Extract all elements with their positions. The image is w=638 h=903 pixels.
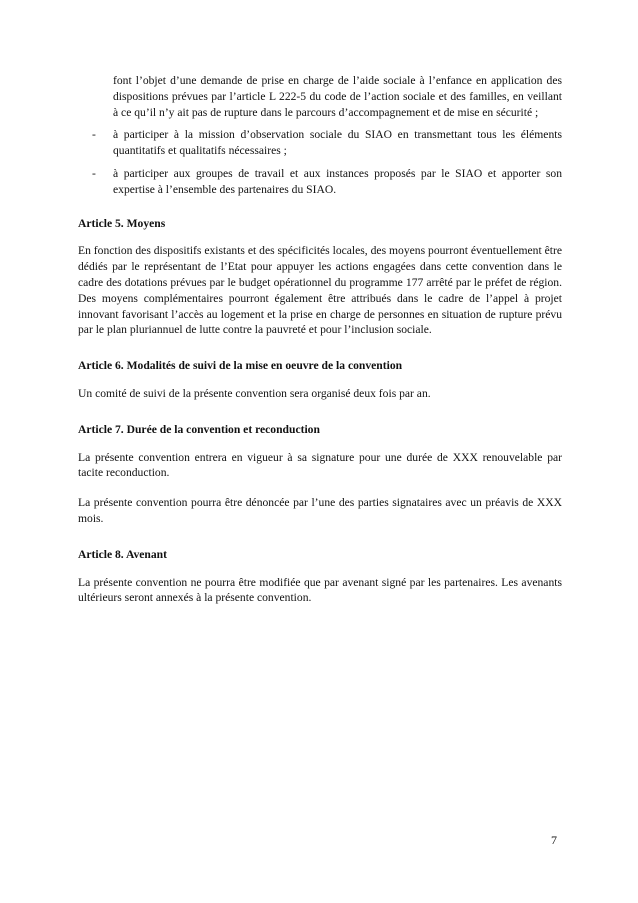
article-5-paragraph: En fonction des dispositifs existants et des spécificités locales, des moyens pourront éventuellement être dédiés par le représentant de l’Etat pour appuyer les actions engagées dans cette convention dans le cadre des dotations prévues par le budget opérationnel du programme 177 arrêté par le préfet de région. Des moyens complémentaires pourront également être attribués dans le cadre de l’appel à projet innovant favorisant l’accès au logement et la prise en charge de personnes en situation de rupture prévu par le plan pluriannuel de lutte contre la pauvreté et pour l’inclusion sociale. [78, 244, 562, 337]
list-item [78, 166, 562, 198]
document-body [78, 73, 562, 616]
article-6-heading: Article 6. Modalités de suivi de la mise en oeuvre de la convention [78, 359, 403, 373]
article-8-paragraph: La présente convention ne pourra être modifiée que par avenant signé par les partenaires. Les avenants ultérieurs seront annexés à la présente convention. [78, 575, 562, 605]
article-7-paragraph-2: La présente convention pourra être dénoncée par l’une des parties signataires avec un préavis de XXX mois. [78, 496, 562, 525]
bullet-text: à participer à la mission d’observation sociale du SIAO en transmettant tous les éléments quantitatifs et qualitatifs nécessaires ; [113, 128, 562, 158]
article-5-heading: Article 5. Moyens [78, 216, 166, 230]
list-item [78, 127, 562, 159]
article-7-paragraph-1: La présente convention entrera en vigueur à sa signature pour une durée de XXX renouvelable par tacite reconduction. [78, 450, 562, 480]
bullet-continuation-text: font l’objet d’une demande de prise en charge de l’aide sociale à l’enfance en application des dispositions prévues par l’article L 222-5 du code de l’action sociale et des familles, en veillant à ce qu’il n’y ait pas de rupture dans le parcours d’accompagnement et de mise en sécurité ; [113, 74, 562, 119]
bullet-text: à participer aux groupes de travail et aux instances proposés par le SIAO et apporter son expertise à l’ensemble des partenaires du SIAO. [113, 166, 562, 196]
article-8-heading: Article 8. Avenant [78, 547, 167, 561]
bullet-dash: - [92, 128, 96, 142]
article-7-heading: Article 7. Durée de la convention et reconduction [78, 422, 320, 436]
bullet-dash: - [92, 166, 96, 180]
page-number: 7 [551, 833, 557, 847]
article-6-paragraph: Un comité de suivi de la présente convention sera organisé deux fois par an. [78, 386, 431, 400]
